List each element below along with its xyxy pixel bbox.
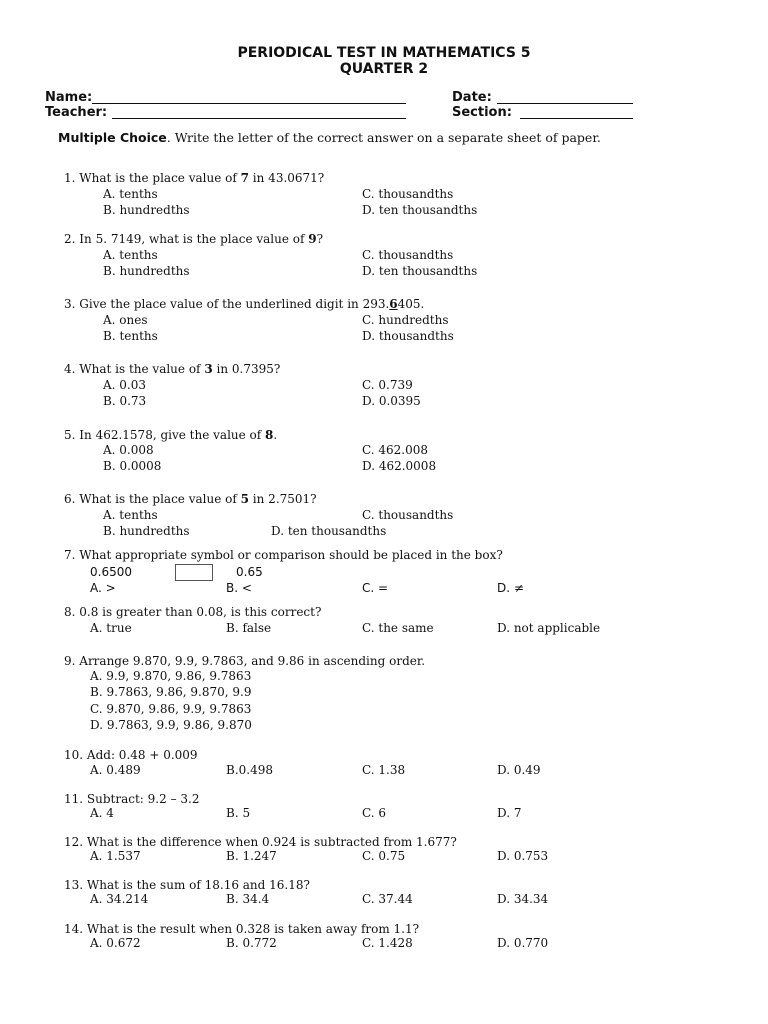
question-emphasis: 3: [204, 362, 213, 376]
instructions-heading: Multiple Choice: [58, 130, 167, 145]
option-d[interactable]: D. 0.753: [497, 849, 549, 863]
option-b[interactable]: B. false: [226, 621, 272, 635]
option-c[interactable]: C. 37.44: [362, 892, 413, 906]
option-d[interactable]: D. not applicable: [497, 621, 601, 635]
question-number: 10.: [64, 748, 84, 762]
option-b[interactable]: B. 1.247: [226, 849, 277, 863]
option-b[interactable]: B. 5: [226, 806, 251, 820]
question-13: [64, 878, 310, 892]
option-b[interactable]: B. hundredths: [103, 203, 190, 217]
date-label: Date:: [452, 90, 492, 105]
option-a[interactable]: A. ones: [103, 313, 148, 327]
question-text: 0.8 is greater than 0.08, is this correct?: [79, 605, 322, 619]
question-number: 7.: [64, 548, 76, 562]
question-number: 8.: [64, 605, 76, 619]
question-12: [64, 835, 457, 849]
left-value: 0.6500: [90, 565, 132, 579]
question-emphasis: 9: [308, 232, 317, 246]
question-text: What appropriate symbol or comparison should be placed in the box?: [79, 548, 503, 562]
question-5: [64, 428, 277, 442]
instructions-text: . Write the letter of the correct answer on a separate sheet of paper.: [166, 130, 601, 145]
question-number: 3.: [64, 297, 76, 311]
question-number: 2.: [64, 232, 76, 246]
question-number: 12.: [64, 835, 84, 849]
option-a[interactable]: A. 9.9, 9.870, 9.86, 9.7863: [90, 669, 252, 683]
question-3: [64, 297, 424, 311]
question-2: [64, 232, 323, 246]
option-c[interactable]: C. 1.428: [362, 936, 413, 950]
question-number: 14.: [64, 922, 84, 936]
option-a[interactable]: A. 0.672: [90, 936, 141, 950]
section-label: Section:: [452, 105, 512, 120]
question-11: [64, 792, 199, 806]
question-number: 4.: [64, 362, 76, 376]
question-text: What is the result when 0.328 is taken away from 1.1?: [86, 922, 420, 936]
option-b[interactable]: B. <: [226, 581, 252, 595]
option-a[interactable]: A. 1.537: [90, 849, 141, 863]
option-b[interactable]: B. 9.7863, 9.86, 9.870, 9.9: [90, 685, 252, 699]
question-number: 6.: [64, 492, 76, 506]
option-d[interactable]: D. 0.49: [497, 763, 541, 777]
question-text: in 0.7395?: [212, 362, 281, 376]
question-emphasis: 5: [240, 492, 249, 506]
question-text: What is the place value of: [79, 492, 241, 506]
option-c[interactable]: C. 0.75: [362, 849, 406, 863]
option-c[interactable]: C. =: [362, 581, 389, 595]
option-d[interactable]: D. thousandths: [362, 329, 454, 343]
question-number: 5.: [64, 428, 76, 442]
instructions: [58, 130, 601, 145]
option-b[interactable]: B. 0.0008: [103, 459, 162, 473]
option-d[interactable]: D. 462.0008: [362, 459, 437, 473]
name-field[interactable]: [92, 103, 406, 104]
option-d[interactable]: D. 0.770: [497, 936, 549, 950]
question-text: 405.: [397, 297, 425, 311]
underlined-digit: 6: [389, 297, 398, 311]
question-text: Give the place value of the underlined digit in 293.: [79, 297, 390, 311]
question-number: 13.: [64, 878, 84, 892]
option-a[interactable]: A. 0.03: [103, 378, 147, 392]
question-text: In 462.1578, give the value of: [79, 428, 266, 442]
answer-box[interactable]: [175, 564, 213, 581]
option-b[interactable]: B.0.498: [226, 763, 273, 777]
option-b[interactable]: B. 0.772: [226, 936, 277, 950]
option-c[interactable]: C. thousandths: [362, 248, 454, 262]
option-c[interactable]: C. 6: [362, 806, 387, 820]
option-d[interactable]: D. 34.34: [497, 892, 549, 906]
page-subtitle: QUARTER 2: [339, 61, 429, 77]
option-c[interactable]: C. 462.008: [362, 443, 429, 457]
question-text: Arrange 9.870, 9.9, 9.7863, and 9.86 in ascending order.: [79, 654, 426, 668]
option-a[interactable]: A. tenths: [103, 187, 158, 201]
question-text: What is the place value of: [79, 171, 241, 185]
option-d[interactable]: D. 9.7863, 9.9, 9.86, 9.870: [90, 718, 252, 732]
question-text: Subtract: 9.2 – 3.2: [86, 792, 200, 806]
question-9: [64, 654, 425, 668]
option-a[interactable]: A. tenths: [103, 508, 158, 522]
question-8: [64, 605, 321, 619]
question-text: In 5. 7149, what is the place value of: [79, 232, 309, 246]
question-number: 1.: [64, 171, 76, 185]
option-d[interactable]: D. ten thousandths: [362, 203, 478, 217]
question-number: 11.: [64, 792, 84, 806]
option-b[interactable]: B. hundredths: [103, 524, 190, 538]
teacher-field[interactable]: [112, 118, 406, 119]
date-field[interactable]: [497, 103, 633, 104]
right-value: 0.65: [236, 565, 263, 579]
question-text: .: [273, 428, 278, 442]
option-c[interactable]: C. thousandths: [362, 508, 454, 522]
option-c[interactable]: C. 9.870, 9.86, 9.9, 9.7863: [90, 702, 252, 716]
question-1: [64, 171, 324, 185]
question-6: [64, 492, 317, 506]
question-number: 9.: [64, 654, 76, 668]
option-b[interactable]: B. tenths: [103, 329, 158, 343]
question-text: What is the value of: [79, 362, 205, 376]
option-d[interactable]: D. 0.0395: [362, 394, 421, 408]
option-a[interactable]: A. tenths: [103, 248, 158, 262]
question-text: What is the difference when 0.924 is subtracted from 1.677?: [86, 835, 457, 849]
option-c[interactable]: C. 0.739: [362, 378, 413, 392]
option-a[interactable]: A. 34.214: [90, 892, 149, 906]
question-14: [64, 922, 419, 936]
question-4: [64, 362, 280, 376]
option-a[interactable]: A. true: [90, 621, 132, 635]
teacher-label: Teacher:: [45, 105, 108, 120]
option-c[interactable]: C. 1.38: [362, 763, 406, 777]
page-title: PERIODICAL TEST IN MATHEMATICS 5: [237, 45, 531, 61]
option-c[interactable]: C. the same: [362, 621, 434, 635]
question-text: in 2.7501?: [248, 492, 317, 506]
option-b[interactable]: B. 34.4: [226, 892, 270, 906]
name-label: Name:: [45, 90, 93, 105]
section-field[interactable]: [520, 118, 633, 119]
option-a[interactable]: A. 0.489: [90, 763, 141, 777]
option-d[interactable]: D. ≠: [497, 581, 524, 595]
option-a[interactable]: A. >: [90, 581, 116, 595]
option-c[interactable]: C. thousandths: [362, 187, 454, 201]
question-7: [64, 548, 503, 562]
option-b[interactable]: B. 0.73: [103, 394, 147, 408]
option-d[interactable]: D. ten thousandths: [271, 524, 387, 538]
option-d[interactable]: D. 7: [497, 806, 522, 820]
question-emphasis: 7: [240, 171, 249, 185]
option-d[interactable]: D. ten thousandths: [362, 264, 478, 278]
option-b[interactable]: B. hundredths: [103, 264, 190, 278]
option-a[interactable]: A. 4: [90, 806, 114, 820]
question-text: ?: [316, 232, 324, 246]
question-text: Add: 0.48 + 0.009: [86, 748, 198, 762]
option-c[interactable]: C. hundredths: [362, 313, 449, 327]
question-text: in 43.0671?: [248, 171, 325, 185]
question-10: [64, 748, 198, 762]
option-a[interactable]: A. 0.008: [103, 443, 154, 457]
question-text: What is the sum of 18.16 and 16.18?: [86, 878, 310, 892]
question-emphasis: 8: [265, 428, 274, 442]
